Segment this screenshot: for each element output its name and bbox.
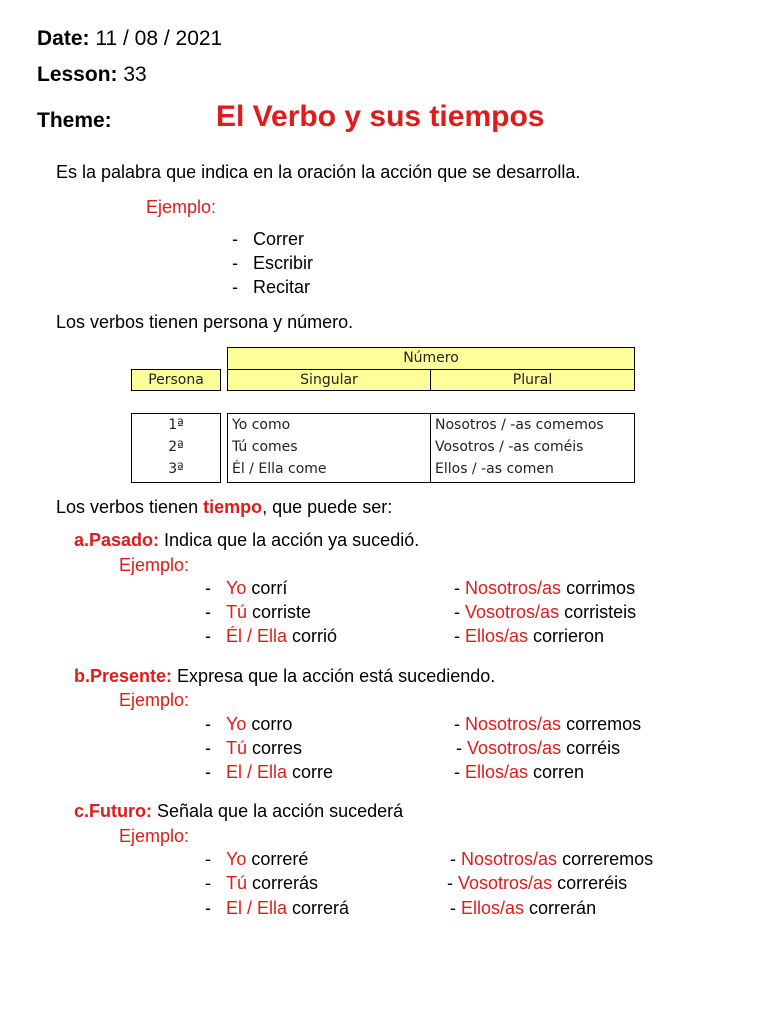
- presente-left-row: [205, 738, 302, 759]
- numero-header: Número: [227, 347, 635, 370]
- pronoun: Él / Ella: [226, 626, 288, 646]
- presente-label: b.Presente:: [74, 666, 173, 686]
- verb-form: corrieron: [528, 626, 605, 646]
- date-value: 11 / 08 / 2021: [95, 27, 223, 50]
- pronoun: Yo: [226, 849, 247, 869]
- futuro-label: c.Futuro:: [74, 801, 152, 821]
- dash: -: [454, 626, 460, 646]
- dash: -: [205, 578, 211, 598]
- presente-right-row: [454, 714, 641, 735]
- pasado-right-row: [454, 578, 635, 599]
- pasado-right-row: [454, 626, 604, 647]
- verb-form: corre: [287, 762, 334, 782]
- pronoun: Vosotros/as: [458, 873, 553, 893]
- tiempo-text: [56, 497, 392, 518]
- presente-description: Expresa que la acción está sucediendo.: [172, 666, 496, 686]
- singular-column: [227, 413, 431, 483]
- pasado-left-row: [205, 578, 287, 599]
- pronoun: Yo: [226, 714, 247, 734]
- verb-form: corren: [528, 762, 585, 782]
- pronoun: Tú: [226, 602, 248, 622]
- presente-left-row: [205, 714, 292, 735]
- plural-cell: Vosotros / -as coméis: [435, 439, 584, 455]
- plural-cell: Nosotros / -as comemos: [435, 417, 604, 433]
- dash: -: [456, 738, 462, 758]
- presente-right-row: [454, 762, 584, 783]
- presente-example-label: Ejemplo:: [119, 690, 190, 710]
- tiempo-text-before: Los verbos tienen: [56, 497, 204, 517]
- verb-form: correrán: [524, 898, 597, 918]
- pronoun: El / Ella: [226, 762, 288, 782]
- pronoun: Ellos/as: [465, 626, 529, 646]
- dash: -: [205, 898, 211, 918]
- verb-form: correremos: [557, 849, 654, 869]
- verb-form: corrí: [246, 578, 288, 598]
- verb-form: correréis: [552, 873, 628, 893]
- futuro-left-row: [205, 873, 318, 894]
- persona-numero-text: Los verbos tienen persona y número.: [56, 312, 354, 332]
- pasado-label: a.Pasado:: [74, 530, 160, 550]
- futuro-right-row: [447, 873, 627, 894]
- futuro-left-row: [205, 898, 349, 919]
- plural-column: [430, 413, 635, 483]
- example-text: Escribir: [253, 253, 314, 273]
- dash: -: [454, 578, 460, 598]
- pronoun: Nosotros/as: [461, 849, 558, 869]
- plural-cell: Ellos / -as comen: [435, 461, 554, 477]
- persona-cell: 3ª: [168, 461, 184, 477]
- persona-cell: 1ª: [168, 417, 184, 433]
- theme-line: [37, 109, 112, 133]
- futuro-heading: [74, 801, 403, 822]
- dash: -: [205, 849, 211, 869]
- date-line: [37, 27, 222, 51]
- verb-form: corres: [247, 738, 303, 758]
- pasado-left-row: [205, 626, 337, 647]
- verb-form: corrimos: [561, 578, 636, 598]
- tiempo-text-after: , que puede ser:: [262, 497, 393, 517]
- verb-form: corremos: [561, 714, 642, 734]
- intro-example-item: [232, 229, 304, 250]
- pronoun: Nosotros/as: [465, 714, 562, 734]
- dash: -: [454, 762, 460, 782]
- dash: -: [205, 873, 211, 893]
- futuro-example-label: Ejemplo:: [119, 826, 190, 846]
- futuro-right-row: [450, 898, 596, 919]
- pronoun: El / Ella: [226, 898, 288, 918]
- persona-column: [131, 413, 221, 483]
- pronoun: Tú: [226, 738, 248, 758]
- dash: -: [450, 849, 456, 869]
- presente-right-row: [456, 738, 620, 759]
- verb-form: corrió: [287, 626, 338, 646]
- dash: -: [205, 602, 211, 622]
- dash: -: [450, 898, 456, 918]
- dash: -: [205, 738, 211, 758]
- verb-form: corristeis: [559, 602, 637, 622]
- verb-definition: Es la palabra que indica en la oración la acción que se desarrolla.: [56, 162, 581, 182]
- dash: -: [205, 762, 211, 782]
- presente-heading: [74, 666, 495, 687]
- dash: -: [205, 626, 211, 646]
- verb-form: correrá: [287, 898, 350, 918]
- pasado-example-label: Ejemplo:: [119, 555, 190, 575]
- date-label: Date:: [37, 27, 90, 50]
- verb-form: corréis: [561, 738, 621, 758]
- verb-form: corriste: [247, 602, 312, 622]
- singular-cell: Yo como: [232, 417, 291, 433]
- page-title: El Verbo y sus tiempos: [216, 100, 545, 133]
- presente-left-row: [205, 762, 333, 783]
- pasado-description: Indica que la acción ya sucedió.: [159, 530, 420, 550]
- intro-example-item: [232, 277, 310, 298]
- pronoun: Vosotros/as: [467, 738, 562, 758]
- intro-example-label: Ejemplo:: [146, 197, 217, 217]
- dash: -: [232, 229, 238, 249]
- pronoun: Vosotros/as: [465, 602, 560, 622]
- example-text: Correr: [253, 229, 305, 249]
- persona-header: Persona: [131, 369, 221, 391]
- dash: -: [454, 602, 460, 622]
- pronoun: Ellos/as: [465, 762, 529, 782]
- futuro-left-row: [205, 849, 308, 870]
- dash: -: [454, 714, 460, 734]
- lesson-value: 33: [123, 63, 147, 86]
- verb-form: correrás: [247, 873, 319, 893]
- pasado-right-row: [454, 602, 636, 623]
- tiempo-highlight: tiempo: [203, 497, 263, 517]
- example-text: Recitar: [253, 277, 311, 297]
- dash: -: [232, 277, 238, 297]
- pronoun: Yo: [226, 578, 247, 598]
- futuro-right-row: [450, 849, 653, 870]
- dash: -: [447, 873, 453, 893]
- plural-header: Plural: [430, 369, 635, 391]
- pasado-heading: [74, 530, 419, 551]
- singular-cell: Él / Ella come: [232, 461, 327, 477]
- intro-example-item: [232, 253, 313, 274]
- dash: -: [232, 253, 238, 273]
- lesson-line: [37, 63, 147, 87]
- lesson-label: Lesson:: [37, 63, 118, 86]
- pronoun: Ellos/as: [461, 898, 525, 918]
- pronoun: Nosotros/as: [465, 578, 562, 598]
- pasado-left-row: [205, 602, 311, 623]
- verb-form: corro: [246, 714, 293, 734]
- verb-form: correré: [246, 849, 309, 869]
- theme-label: Theme:: [37, 109, 112, 132]
- singular-cell: Tú comes: [232, 439, 298, 455]
- pronoun: Tú: [226, 873, 248, 893]
- singular-header: Singular: [227, 369, 431, 391]
- dash: -: [205, 714, 211, 734]
- persona-cell: 2ª: [168, 439, 184, 455]
- futuro-description: Señala que la acción sucederá: [152, 801, 404, 821]
